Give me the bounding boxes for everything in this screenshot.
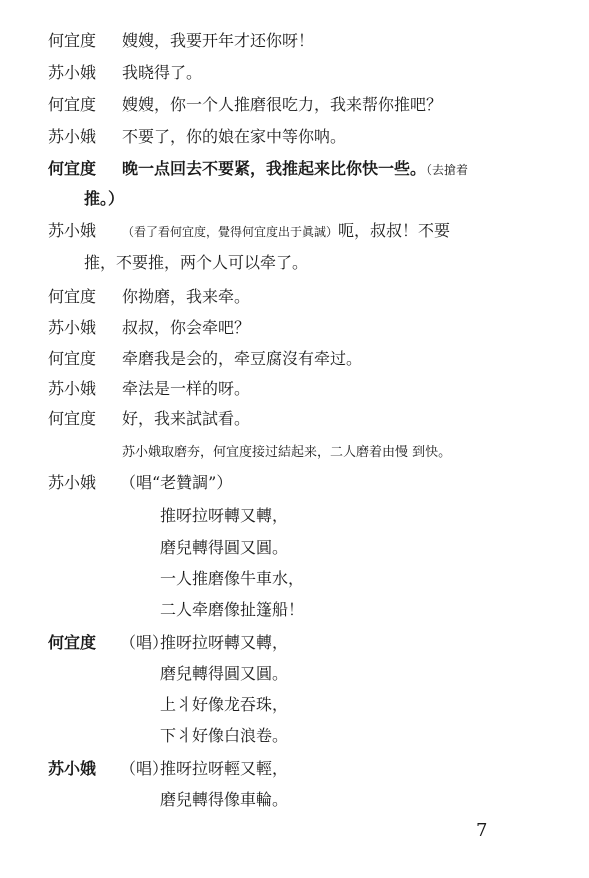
speaker-name: 何宜度 [48,287,97,306]
verse-text: 磨兒轉得圓又圓。 [160,538,289,557]
speaker-name: 何宜度 [48,349,97,368]
verse-text: 上丬好像龙吞珠， [160,695,289,714]
speaker-name: 何宜度 [48,31,97,50]
stage-note: （去搶着 [426,163,469,177]
verse-text: 二人牵磨像扯篷船！ [160,600,305,619]
verse-text: 磨兒轉得像車輪。 [160,790,289,809]
speaker-name: 苏小娥 [48,473,97,492]
continuation-text: 推。） [84,189,125,208]
speaker-name: 何宜度 [48,409,97,428]
speaker-name: 何宜度 [48,633,97,652]
speaker-name: 何宜度 [48,159,97,178]
dialogue-text: 嫂嫂，你一个人推磨很吃力，我来帮你推吧？ [122,95,443,114]
dialogue-text: 牵法是一样的呀。 [122,379,251,398]
speaker-name: 苏小娥 [48,221,97,240]
speaker-name: 何宜度 [48,95,97,114]
verse-text: 磨兒轉得圓又圓。 [160,664,289,683]
verse-text: 推呀拉呀輕又輕， [160,759,289,778]
verse-text: 下丬好像白浪卷。 [160,726,289,745]
speaker-name: 苏小娥 [48,127,97,146]
dialogue-text: （看了看何宜度，覺得何宜度出于眞誠）呃，叔叔！不要 [122,221,451,240]
dialogue-text: 不要了，你的娘在家中等你呐。 [122,127,347,146]
speaker-name: 苏小娥 [48,63,97,82]
verse-text: 推呀拉呀轉又轉， [160,633,289,652]
dialogue-text: 嫂嫂，我要开年才还你呀！ [122,31,315,50]
stage-direction: 苏小娥取磨夯，何宜度接过結起来，二人磨着由慢 到快。 [122,445,452,460]
verse-text: 推呀拉呀轉又轉， [160,506,289,525]
continuation-text: 推，不要推，两个人可以牵了。 [84,253,309,272]
stage-note: （看了看何宜度，覺得何宜度出于眞誠） [122,225,339,239]
dialogue-text: 好，我来試試看。 [122,409,251,428]
dialogue-text: 我晓得了。 [122,63,203,82]
song-intro: （唱） [120,759,169,778]
page-number: 7 [476,820,488,841]
speaker-name: 苏小娥 [48,759,97,778]
dialogue-text: 叔叔，你会牵吧？ [122,318,251,337]
dialogue-text: 牵磨我是会的，牵豆腐沒有牵过。 [122,349,363,368]
verse-text: 一人推磨像牛車水， [160,569,305,588]
speaker-name: 苏小娥 [48,379,97,398]
speaker-name: 苏小娥 [48,318,97,337]
dialogue-text: 晚一点回去不要紧，我推起来比你快一些。（去搶着 [122,159,469,178]
song-intro: （唱“老贊調”） [120,473,233,492]
dialogue-text: 你拗磨，我来牵。 [122,287,251,306]
song-intro: （唱） [120,633,169,652]
